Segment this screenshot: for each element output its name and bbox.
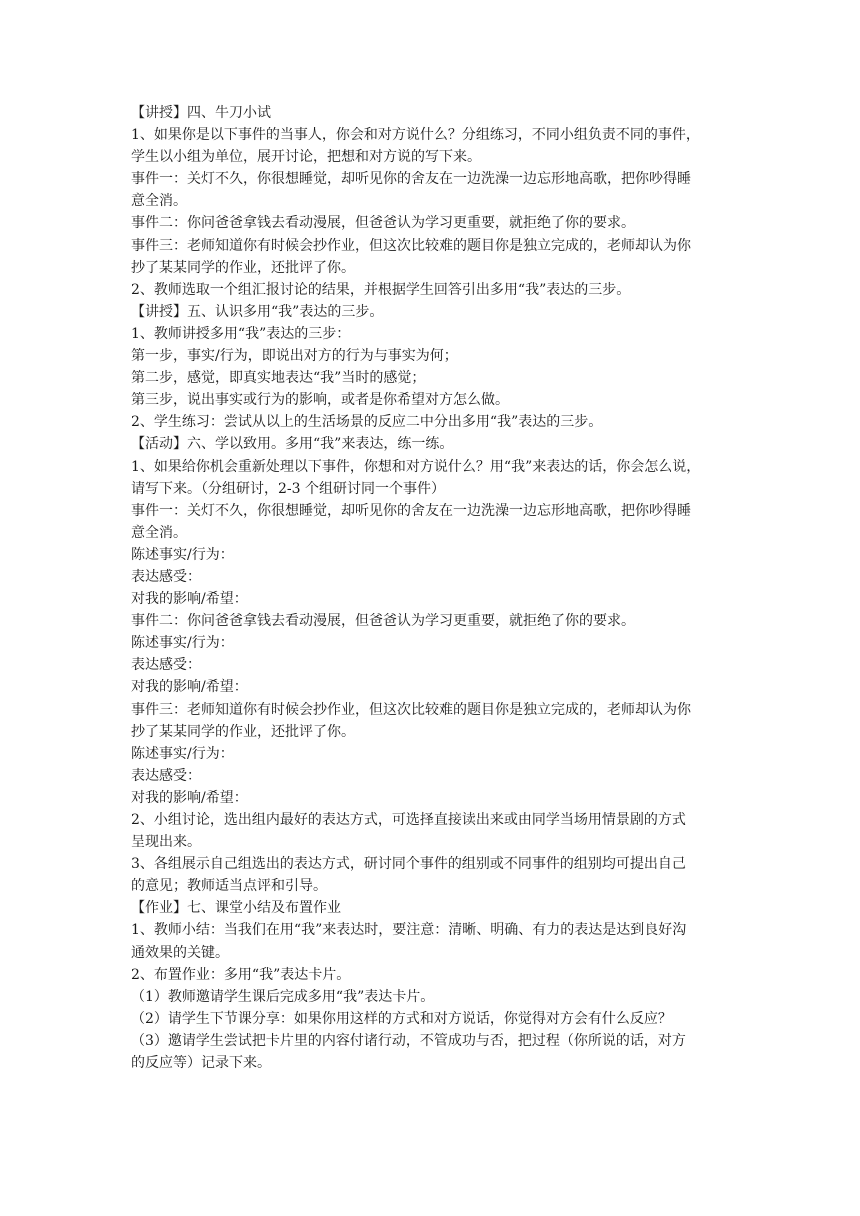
doc-line: 第一步，事实/行为，即说出对方的行为与事实为何； — [131, 348, 458, 365]
doc-line: 意全消。 — [131, 524, 187, 541]
doc-line: 2、布置作业：多用“我”表达卡片。 — [131, 966, 351, 983]
doc-line: 1、教师讲授多用“我”表达的三步： — [131, 325, 351, 342]
doc-line: 【讲授】四、牛刀小试 — [131, 105, 271, 121]
doc-line: 的意见；教师适当点评和引导。 — [131, 878, 327, 895]
doc-line: 2、学生练习：尝试从以上的生活场景的反应二中分出多用“我”表达的三步。 — [131, 414, 603, 431]
doc-line: 2、教师选取一个组汇报讨论的结果，并根据学生回答引出多用“我”表达的三步。 — [131, 281, 631, 298]
doc-line: 事件一：关灯不久，你很想睡觉，却听见你的舍友在一边洗澡一边忘形地高歌，把你吵得睡 — [131, 171, 691, 188]
doc-line: 对我的影响/希望： — [131, 789, 248, 806]
doc-line: 请写下来。（分组研讨，2-3 个组研讨同一个事件） — [131, 480, 445, 497]
doc-line: 【讲授】五、认识多用“我”表达的三步。 — [131, 303, 384, 320]
doc-line: 事件二：你问爸爸拿钱去看动漫展，但爸爸认为学习更重要，就拒绝了你的要求。 — [131, 613, 635, 630]
doc-line: （1）教师邀请学生课后完成多用“我”表达卡片。 — [131, 988, 435, 1005]
doc-line: 事件一：关灯不久，你很想睡觉，却听见你的舍友在一边洗澡一边忘形地高歌，把你吵得睡 — [131, 502, 691, 519]
doc-line: 抄了某某同学的作业，还批评了你。 — [131, 259, 355, 276]
doc-line: 1、如果给你机会重新处理以下事件，你想和对方说什么？用“我”来表达的话，你会怎么说， — [131, 458, 701, 475]
doc-line: 的反应等）记录下来。 — [131, 1055, 271, 1072]
doc-line: 陈述事实/行为： — [131, 635, 234, 652]
doc-line: 对我的影响/希望： — [131, 679, 248, 696]
doc-line: 抄了某某同学的作业，还批评了你。 — [131, 723, 355, 740]
doc-line: 意全消。 — [131, 193, 187, 210]
doc-line: 1、教师小结：当我们在用“我”来表达时，要注意：清晰、明确、有力的表达是达到良好沟 — [131, 922, 687, 939]
doc-line: 呈现出来。 — [131, 834, 201, 851]
doc-line: 陈述事实/行为： — [131, 546, 234, 563]
doc-line: 表达感受： — [131, 767, 201, 784]
doc-line: 第三步，说出事实或行为的影响，或者是你希望对方怎么做。 — [131, 392, 509, 409]
doc-line: 对我的影响/希望： — [131, 591, 248, 608]
doc-line: 表达感受： — [131, 568, 201, 585]
doc-line: 【活动】六、学以致用。多用“我”来表达，练一练。 — [131, 436, 454, 453]
doc-line: 表达感受： — [131, 657, 201, 674]
doc-line: 学生以小组为单位，展开讨论，把想和对方说的写下来。 — [131, 149, 481, 166]
doc-line: （2）请学生下节课分享：如果你用这样的方式和对方说话，你觉得对方会有什么反应？ — [131, 1010, 672, 1027]
doc-line: 事件二：你问爸爸拿钱去看动漫展，但爸爸认为学习更重要，就拒绝了你的要求。 — [131, 215, 635, 232]
doc-line: 第二步，感觉，即真实地表达“我”当时的感觉； — [131, 370, 426, 387]
doc-line: 通效果的关键。 — [131, 944, 229, 961]
doc-line: 事件三：老师知道你有时候会抄作业，但这次比较难的题目你是独立完成的，老师却认为你 — [131, 237, 691, 254]
doc-line: （3）邀请学生尝试把卡片里的内容付诸行动，不管成功与否，把过程（你所说的话，对方 — [131, 1032, 686, 1049]
doc-line: 1、如果你是以下事件的当事人，你会和对方说什么？分组练习，不同小组负责不同的事件， — [131, 127, 700, 144]
doc-line: 2、小组讨论，选出组内最好的表达方式，可选择直接读出来或由同学当场用情景剧的方式 — [131, 812, 686, 828]
doc-line: 3、各组展示自己组选出的表达方式，研讨同个事件的组别或不同事件的组别均可提出自己 — [131, 856, 686, 873]
doc-line: 【作业】七、课堂小结及布置作业 — [131, 900, 341, 917]
doc-line: 陈述事实/行为： — [131, 745, 234, 762]
doc-line: 事件三：老师知道你有时候会抄作业，但这次比较难的题目你是独立完成的，老师却认为你 — [131, 701, 691, 718]
